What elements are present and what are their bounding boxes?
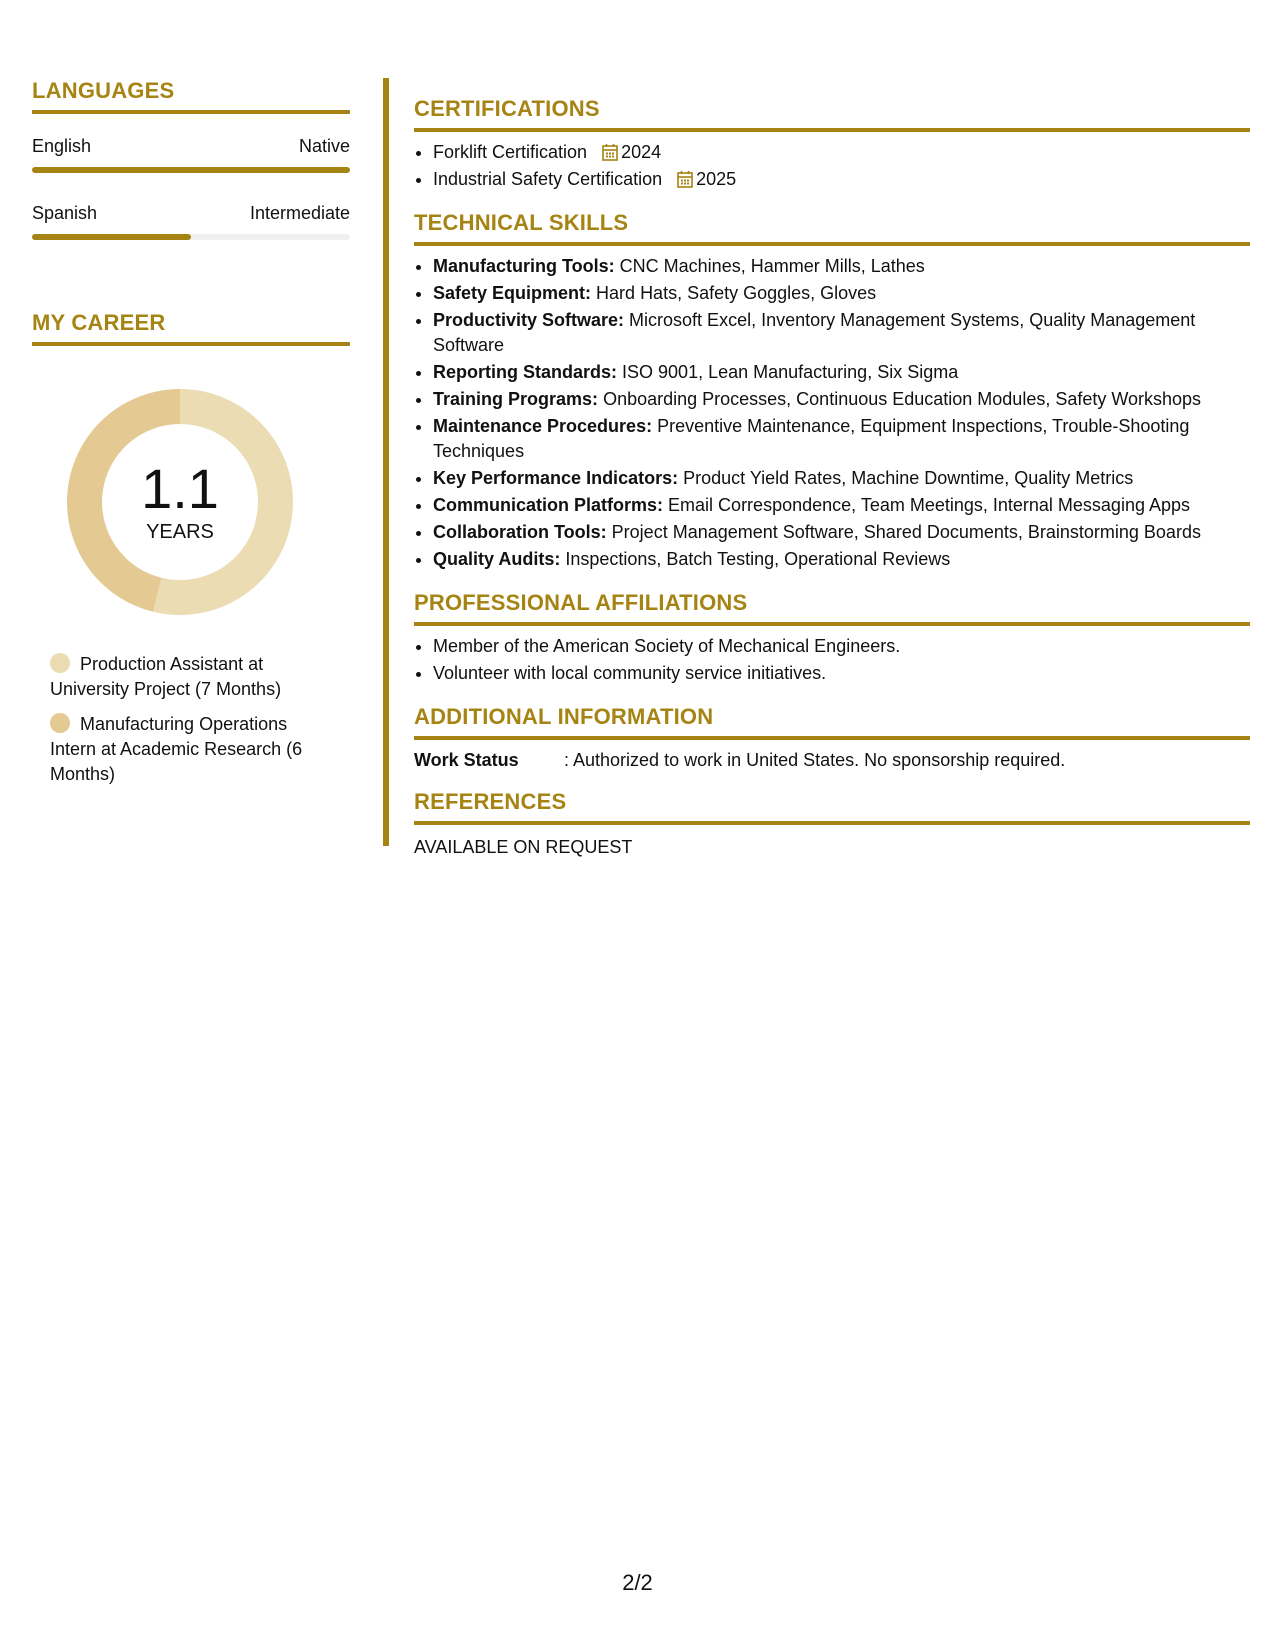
career-role: Manufacturing Operations Intern at Academic Research (6 Months) [50, 714, 303, 784]
additional-info-title: ADDITIONAL INFORMATION [414, 704, 1250, 740]
language-level-fill [32, 234, 191, 240]
career-donut-chart [66, 388, 294, 616]
skill-label: Reporting Standards: [433, 362, 618, 382]
references-title: REFERENCES [414, 789, 1250, 825]
work-status-label: Work Status [414, 750, 519, 770]
language-item [32, 136, 350, 173]
affiliations-list [414, 634, 1250, 686]
skill-value: Microsoft Excel, Inventory Management Systems, Quality Management Software [433, 310, 1196, 355]
skill-label: Safety Equipment: [433, 283, 592, 303]
references-text: AVAILABLE ON REQUEST [414, 837, 633, 857]
skill-label: Communication Platforms: [433, 495, 664, 515]
skill-label: Training Programs: [433, 389, 599, 409]
language-level-fill [32, 167, 350, 173]
skill-item [433, 360, 1250, 385]
career-donut-center [66, 388, 294, 616]
language-level-bar [32, 167, 350, 173]
language-level: Native [298, 136, 350, 156]
career-legend-item [50, 712, 330, 787]
technical-skills-list [414, 254, 1250, 572]
skill-label: Productivity Software: [433, 310, 625, 330]
skill-label: Quality Audits: [433, 549, 561, 569]
certification-item [433, 167, 1250, 192]
affiliation-item: • Volunteer with local community service initiatives. [433, 661, 1250, 686]
language-level: Intermediate [249, 203, 350, 223]
certification-name: Forklift Certification [433, 142, 588, 162]
skill-item [433, 414, 1250, 464]
certification-name: Industrial Safety Certification [433, 169, 663, 189]
affiliation-item: • Member of the American Society of Mechanical Engineers. [433, 634, 1250, 659]
skill-item [433, 281, 1250, 306]
skill-item [433, 520, 1250, 545]
skill-value: Inspections, Batch Testing, Operational Reviews [565, 549, 951, 569]
certifications-list [414, 140, 1250, 192]
languages-title: LANGUAGES [32, 78, 350, 114]
skill-item [433, 254, 1250, 279]
right-column [414, 78, 1250, 858]
certification-year: 2024 [621, 142, 662, 162]
skill-item [433, 387, 1250, 412]
skill-value: Hard Hats, Safety Goggles, Gloves [596, 283, 877, 303]
language-name: Spanish [32, 203, 98, 223]
career-legend [50, 652, 330, 787]
certification-item [433, 140, 1250, 165]
page-number: 2/2 [622, 1570, 653, 1595]
work-status-value: : Authorized to work in United States. No sponsorship required. [564, 750, 1066, 770]
affiliations-title: PROFESSIONAL AFFILIATIONS [414, 590, 1250, 626]
left-column [32, 78, 350, 797]
skill-value: Preventive Maintenance, Equipment Inspections, Trouble-Shooting Techniques [433, 416, 1190, 461]
skill-value: Product Yield Rates, Machine Downtime, Quality Metrics [683, 468, 1134, 488]
skill-label: Manufacturing Tools: [433, 256, 615, 276]
skill-item [433, 466, 1250, 491]
column-divider [383, 78, 389, 846]
legend-dot-icon [50, 713, 70, 733]
calendar-icon [602, 143, 618, 161]
skill-value: Email Correspondence, Team Meetings, Internal Messaging Apps [668, 495, 1190, 515]
career-legend-item [50, 652, 330, 702]
language-level-bar [32, 234, 350, 240]
skill-value: Onboarding Processes, Continuous Education Modules, Safety Workshops [603, 389, 1202, 409]
calendar-icon [677, 170, 693, 188]
skill-item [433, 547, 1250, 572]
skill-label: Collaboration Tools: [433, 522, 607, 542]
language-name: English [32, 136, 92, 156]
career-total-unit: YEARS [146, 520, 214, 543]
skill-label: Key Performance Indicators: [433, 468, 679, 488]
skill-label: Maintenance Procedures: [433, 416, 653, 436]
language-item [32, 203, 350, 240]
skill-value: CNC Machines, Hammer Mills, Lathes [619, 256, 925, 276]
skill-item [433, 308, 1250, 358]
career-title: MY CAREER [32, 310, 350, 346]
skill-value: Project Management Software, Shared Documents, Brainstorming Boards [611, 522, 1201, 542]
work-status-row [414, 750, 1250, 771]
career-total-years: 1.1 [141, 456, 219, 520]
certification-year: 2025 [696, 169, 737, 189]
skill-item [433, 493, 1250, 518]
skill-value: ISO 9001, Lean Manufacturing, Six Sigma [622, 362, 959, 382]
certifications-title: CERTIFICATIONS [414, 96, 1250, 132]
legend-dot-icon [50, 653, 70, 673]
career-role: Production Assistant at University Project (7 Months) [50, 654, 282, 699]
technical-skills-title: TECHNICAL SKILLS [414, 210, 1250, 246]
